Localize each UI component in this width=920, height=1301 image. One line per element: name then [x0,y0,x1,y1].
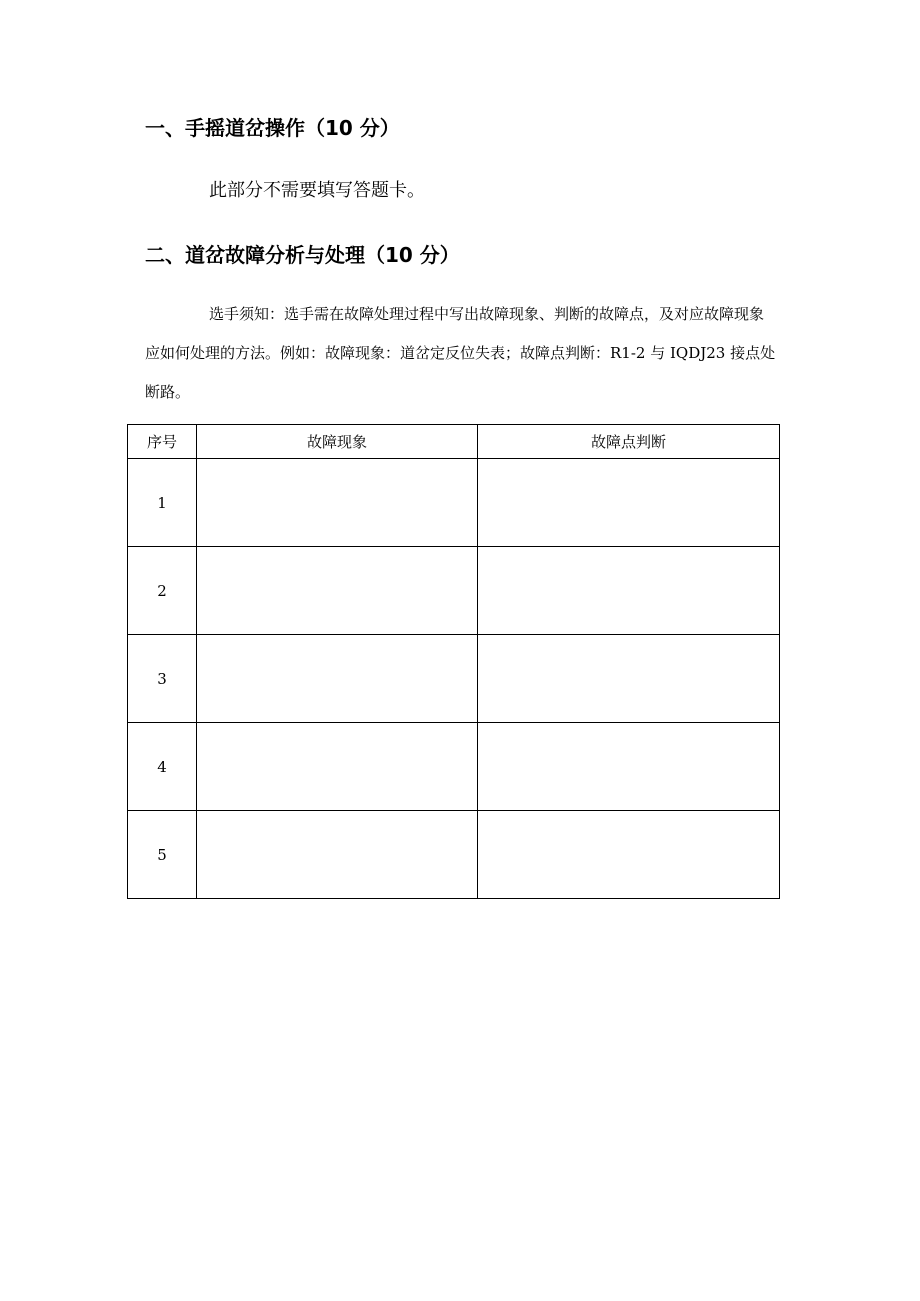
contestant-instructions: 选手须知：选手需在故障处理过程中写出故障现象、判断的故障点，及对应故障现象应如何处理的方法。例如：故障现象：道岔定反位失表；故障点判断：R1-2 与 IQDJ23 接点处断路。 [145,305,776,401]
row-serial-number: 3 [128,635,197,723]
fault-answer-table [127,424,780,899]
fault-phenomenon-cell[interactable] [197,459,478,547]
header-fault-phenomenon: 故障现象 [197,425,478,459]
table-row [128,723,780,811]
fault-judgment-cell[interactable] [478,811,780,899]
fault-phenomenon-cell[interactable] [197,547,478,635]
fault-phenomenon-cell[interactable] [197,811,478,899]
row-serial-number: 1 [128,459,197,547]
row-serial-number: 4 [128,723,197,811]
row-serial-number: 5 [128,811,197,899]
table-row [128,547,780,635]
fault-phenomenon-cell[interactable] [197,635,478,723]
section1-note: 此部分不需要填写答题卡。 [209,180,425,201]
fault-judgment-cell[interactable] [478,635,780,723]
table-row [128,635,780,723]
table-header-row [128,425,780,459]
section2-heading: 二、道岔故障分析与处理（10 分） [145,243,460,267]
header-fault-point-judgment: 故障点判断 [478,425,780,459]
row-serial-number: 2 [128,547,197,635]
fault-judgment-cell[interactable] [478,547,780,635]
fault-phenomenon-cell[interactable] [197,723,478,811]
fault-judgment-cell[interactable] [478,723,780,811]
fault-judgment-cell[interactable] [478,459,780,547]
table-row [128,811,780,899]
section1-heading: 一、手摇道岔操作（10 分） [145,116,400,140]
header-serial-number: 序号 [128,425,197,459]
table-row [128,459,780,547]
